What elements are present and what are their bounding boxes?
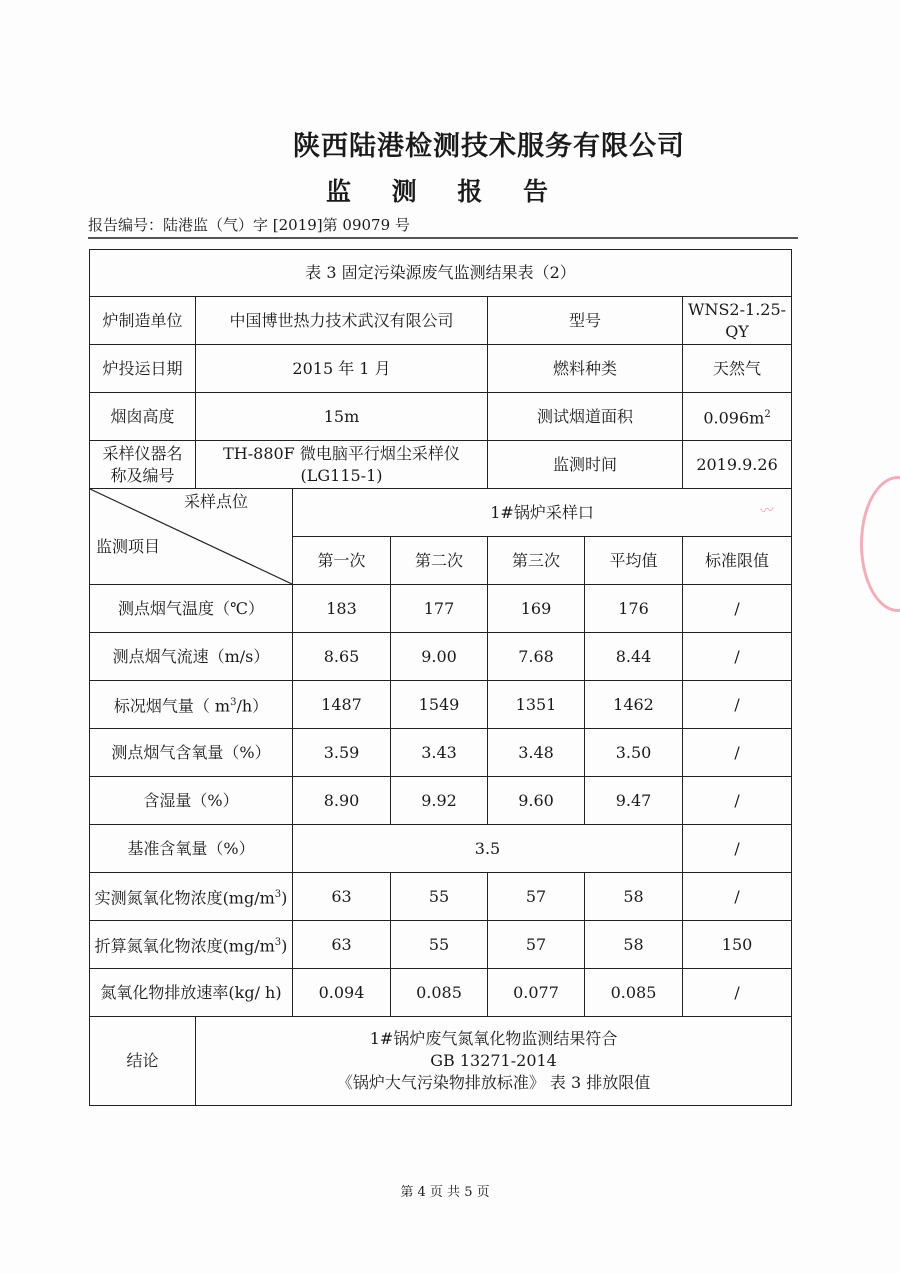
- info-value: 2015 年 1 月: [196, 345, 488, 393]
- cell: 0.085: [585, 969, 683, 1017]
- info-label: 炉投运日期: [90, 345, 196, 393]
- table-row: [90, 633, 792, 681]
- cell: /: [683, 729, 792, 777]
- info-value: 15m: [196, 393, 488, 441]
- row-item: 测点烟气含氧量（%）: [90, 729, 293, 777]
- page-footer: 第 4 页 共 5 页: [400, 1185, 490, 1200]
- stamp-mark: [860, 476, 900, 612]
- cell: 0.094: [293, 969, 391, 1017]
- cell: 0.077: [488, 969, 585, 1017]
- instrument-value-line: (LG115-1): [300, 465, 383, 485]
- column-header: 平均值: [585, 537, 683, 585]
- cell: 1487: [293, 681, 391, 729]
- info-label: 燃料种类: [488, 345, 683, 393]
- table-row: [90, 681, 792, 729]
- diagonal-header: [90, 489, 293, 585]
- cell: 57: [488, 873, 585, 921]
- row-item: 测点烟气流速（m/s）: [90, 633, 293, 681]
- cell: 55: [391, 873, 488, 921]
- cell: /: [683, 969, 792, 1017]
- cell: 169: [488, 585, 585, 633]
- row-item: [90, 681, 293, 729]
- row-item: 基准含氧量（%）: [90, 825, 293, 873]
- cell: 3.48: [488, 729, 585, 777]
- cell: /: [683, 681, 792, 729]
- cell: 176: [585, 585, 683, 633]
- info-value: 2019.9.26: [683, 441, 792, 489]
- superscript: 2: [764, 408, 771, 420]
- cell: 57: [488, 921, 585, 969]
- conclusion-line: GB 13271-2014: [430, 1051, 557, 1070]
- row-item: 氮氧化物排放速率(kg/ h): [90, 969, 293, 1017]
- cell: /: [683, 873, 792, 921]
- info-label: 测试烟道面积: [488, 393, 683, 441]
- info-value: 天然气: [683, 345, 792, 393]
- superscript: 3: [274, 888, 282, 900]
- cell: 150: [683, 921, 792, 969]
- cell: 8.65: [293, 633, 391, 681]
- cell: 63: [293, 873, 391, 921]
- instrument-label-line: 称及编号: [110, 465, 175, 485]
- info-row: [90, 297, 792, 345]
- instrument-label-line: 采样仪器名: [102, 443, 183, 463]
- table-row: [90, 873, 792, 921]
- cell: 183: [293, 585, 391, 633]
- info-label: 监测时间: [488, 441, 683, 489]
- report-number: 报告编号：陆港监（气）字 [2019]第 09079 号: [88, 216, 410, 234]
- superscript: 3: [274, 936, 282, 948]
- instrument-label: [90, 441, 196, 489]
- row-item-text: 实测氮氧化物浓度(mg/m: [94, 888, 275, 908]
- cell: 58: [585, 921, 683, 969]
- info-value: [683, 393, 792, 441]
- cell: 58: [585, 873, 683, 921]
- cell: 8.90: [293, 777, 391, 825]
- cell: /: [683, 777, 792, 825]
- row-item-text: 折算氮氧化物浓度(mg/m: [94, 936, 275, 956]
- info-row: [90, 345, 792, 393]
- instrument-value: [196, 441, 488, 489]
- row-item-text: 标况烟气量（ m: [113, 696, 231, 716]
- header-divider: [88, 237, 798, 239]
- report-title: 监 测 报 告: [325, 177, 565, 206]
- conclusion-text: [196, 1017, 792, 1106]
- instrument-value-line: TH-880F 微电脑平行烟尘采样仪: [223, 443, 460, 463]
- info-value: 中国博世热力技术武汉有限公司: [196, 297, 488, 345]
- row-item: 测点烟气温度（℃）: [90, 585, 293, 633]
- sampling-header-row: [90, 489, 792, 537]
- superscript: 3: [230, 696, 237, 708]
- table-caption: 表 3 固定污染源废气监测结果表（2）: [90, 250, 792, 297]
- cell: 9.00: [391, 633, 488, 681]
- table-row: [90, 777, 792, 825]
- cell: 1462: [585, 681, 683, 729]
- cell: 1549: [391, 681, 488, 729]
- table-row: [90, 729, 792, 777]
- table-row: [90, 969, 792, 1017]
- cell: 8.44: [585, 633, 683, 681]
- cell: /: [683, 633, 792, 681]
- instrument-row: [90, 441, 792, 489]
- cell: 1351: [488, 681, 585, 729]
- info-label: 烟囱高度: [90, 393, 196, 441]
- row-item: 含湿量（%）: [90, 777, 293, 825]
- conclusion-line: 《锅炉大气污染物排放标准》 表 3 排放限值: [336, 1073, 651, 1092]
- signature-mark: 〰: [759, 502, 776, 520]
- cell: 9.60: [488, 777, 585, 825]
- cell: 63: [293, 921, 391, 969]
- cell: 0.085: [391, 969, 488, 1017]
- conclusion-row: [90, 1017, 792, 1106]
- cell: 3.43: [391, 729, 488, 777]
- cell: 177: [391, 585, 488, 633]
- company-name: 陕西陆港检测技术服务有限公司: [293, 131, 685, 162]
- cell: 3.50: [585, 729, 683, 777]
- cell: 3.5: [293, 825, 683, 873]
- table-row: [90, 585, 792, 633]
- flue-area-value: 0.096m: [703, 408, 765, 428]
- cell: 7.68: [488, 633, 585, 681]
- row-item-tail: ): [281, 888, 288, 908]
- info-value: WNS2-1.25-QY: [683, 297, 792, 345]
- conclusion-label: 结论: [90, 1017, 196, 1106]
- results-table: [89, 249, 792, 1106]
- cell: /: [683, 585, 792, 633]
- sampling-point: 1#锅炉采样口: [293, 489, 792, 537]
- table-row: [90, 921, 792, 969]
- column-header: 第三次: [488, 537, 585, 585]
- conclusion-line: 1#锅炉废气氮氧化物监测结果符合: [369, 1029, 618, 1048]
- diag-bottom-label: 监测项目: [96, 537, 161, 556]
- cell: 3.59: [293, 729, 391, 777]
- cell: 55: [391, 921, 488, 969]
- info-label: 炉制造单位: [90, 297, 196, 345]
- info-row: [90, 393, 792, 441]
- cell: 9.47: [585, 777, 683, 825]
- row-item-tail: ): [281, 936, 288, 956]
- diag-top-label: 采样点位: [183, 492, 248, 511]
- cell: 9.92: [391, 777, 488, 825]
- cell: /: [683, 825, 792, 873]
- row-item: [90, 873, 293, 921]
- row-item-tail: /h）: [236, 696, 269, 716]
- row-item: [90, 921, 293, 969]
- info-label: 型号: [488, 297, 683, 345]
- column-header: 标准限值: [683, 537, 792, 585]
- column-header: 第二次: [391, 537, 488, 585]
- table-row: [90, 825, 792, 873]
- column-header: 第一次: [293, 537, 391, 585]
